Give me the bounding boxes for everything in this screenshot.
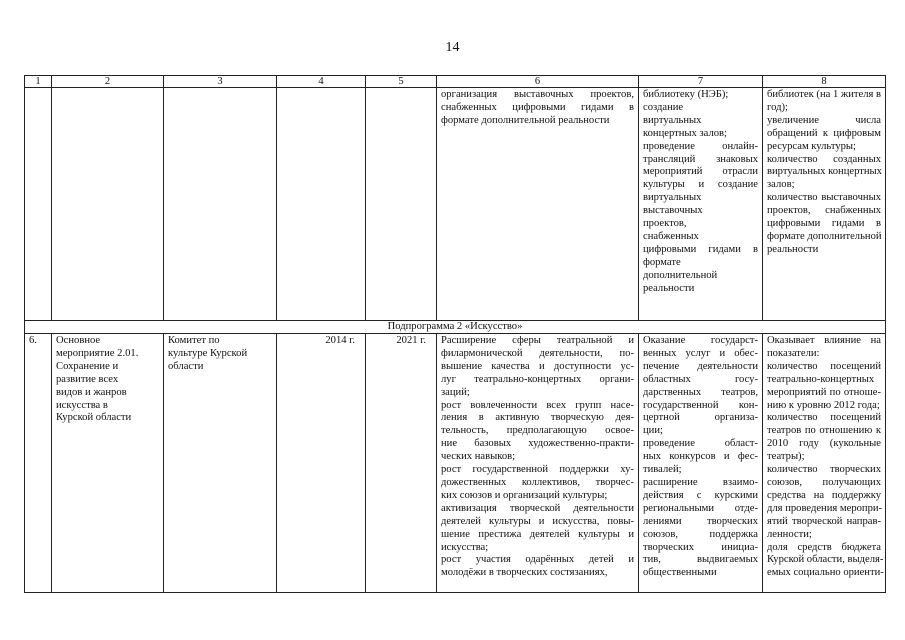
text-line: цифровыми гидами в [643,243,758,255]
indicators-cell [763,88,886,321]
text-line: ления в активную творческую дея- [441,412,634,424]
text-line: количество творческих [767,464,881,476]
text-line: Курской области [56,412,132,424]
text-line: области [168,360,204,372]
text-line: формате дополнительной [767,230,882,242]
cell [164,88,277,321]
end-year: 2021 г. [366,334,437,593]
text-line: ятий творческой направ- [767,515,881,527]
text-line: видов и жанров [56,386,127,398]
cell [52,88,164,321]
text-line: творческих инициа- [643,541,758,553]
text-line: проведение онлайн- [643,140,758,152]
measures-cell [639,88,763,321]
text-line: формате дополнительной реальности [441,114,610,126]
text-line: Сохранение и [56,360,119,372]
text-line: театры); [767,451,805,463]
text-line: цифровыми гидами в [767,218,881,230]
text-line: цертной организа- [643,412,758,424]
text-line: мероприятие 2.01. [56,347,139,359]
subprogram-title: Подпрограмма 2 «Искусство» [25,321,886,334]
subprogram-row [25,321,886,334]
text-line: искусства в [56,399,108,411]
text-line: печение деятельности [643,360,758,372]
text-line: молодёжи в творческих состязаниях, [441,567,608,579]
column-number-row [25,76,886,88]
text-line: Оказывает влияние на [767,335,881,346]
activities-cell [437,334,639,593]
text-line: рост участия одарённых детей и [441,554,634,566]
text-line: виртуальных концертных [767,166,882,178]
text-line: дарственных театров, [643,386,758,398]
text-line: проектов, снабженных [767,205,881,217]
text-line: снабженных [643,230,699,242]
cell [366,88,437,321]
column-number: 3 [164,76,277,88]
text-line: библиотек (на 1 жителя в [767,89,882,100]
text-line: союзов, получающих [767,476,881,488]
indicators-cell [763,334,886,593]
text-line: тивалей; [643,464,682,476]
text-line: показатели: [767,347,820,359]
column-number: 7 [639,76,763,88]
text-line: театрально-концертных [767,373,875,385]
text-line: увеличение числа [767,114,881,126]
text-line: снабженных цифровыми гидами в [441,101,634,113]
measures-cell [639,334,763,593]
text-line: Комитет по [168,335,220,346]
cell [25,88,52,321]
text-line: Расширение сферы театральной и [441,335,634,346]
text-line: развитие всех [56,373,119,385]
text-line: областных госу- [643,373,758,385]
text-line: тив, выдвигаемых [643,554,758,566]
event-name-cell [52,334,164,593]
text-line: обращений к цифровым [767,127,881,139]
text-line: тельность, предполагающую освое- [441,425,634,437]
text-line: региональными отде- [643,502,758,514]
text-line: мероприятий по отноше- [767,386,881,398]
column-number: 4 [277,76,366,88]
table-row [25,334,886,593]
text-line: емых социально ориенти- [767,567,884,579]
text-line: создание [643,101,684,113]
text-line: количество посещений [767,412,881,424]
column-number: 8 [763,76,886,88]
text-line: общественными [643,567,717,579]
text-line: библиотеку (НЭБ); [643,89,729,100]
text-line: виртуальных [643,192,702,204]
text-line: количество созданных [767,153,881,165]
activities-cell [437,88,639,321]
text-line: ресурсам культуры; [767,140,856,152]
text-line: дополнительной [643,269,718,281]
text-line: луг театрально-концертных органи- [441,373,634,385]
text-line: деятелей культуры и искусства, повы- [441,515,634,527]
text-line: 2010 году (кукольные [767,438,881,450]
column-number: 2 [52,76,164,88]
text-line: трансляций знаковых [643,153,758,165]
text-line: реальности [767,243,819,255]
text-line: ленности; [767,528,812,540]
text-line: ных конкурсов и фес- [643,451,758,463]
text-line: культуры и создание [643,179,758,191]
text-line: вышение качества и доступности ус- [441,360,634,372]
text-line: организация выставочных проектов, [441,89,634,100]
text-line: формате [643,256,681,268]
text-line: ческих навыков; [441,451,516,463]
text-line: концертных залов; [643,127,727,139]
text-line: виртуальных [643,114,702,126]
cell [277,88,366,321]
text-line: лениями творческих [643,515,758,527]
text-line: проведение област- [643,438,758,450]
text-line: расширение взаимо- [643,476,758,488]
executor-cell [164,334,277,593]
text-line: ких союзов и организаций культуры; [441,489,608,501]
text-line: количество выставочных [767,192,881,204]
text-line: средства на поддержку [767,489,881,501]
page-number: 14 [445,40,460,55]
text-line: проектов, [643,218,687,230]
start-year: 2014 г. [277,334,366,593]
text-line: доля средств бюджета [767,541,881,553]
text-line: Курской области, выделя- [767,554,884,566]
text-line: реальности [643,282,695,294]
text-line: мероприятий отрасли [643,166,758,178]
text-line: количество посещений [767,360,881,372]
column-number: 1 [25,76,52,88]
text-line: нию к уровню 2012 года; [767,399,880,411]
text-line: культуре Курской [168,347,248,359]
text-line: Оказание государст- [643,335,758,346]
text-line: ции; [643,425,663,437]
text-line: заций; [441,386,470,398]
continuation-row [25,88,886,321]
text-line: венных услуг и обес- [643,347,758,359]
text-line: искусства; [441,541,489,553]
column-number: 5 [366,76,437,88]
text-line: государственной кон- [643,399,758,411]
text-line: рост вовлеченности всех групп насе- [441,399,634,411]
text-line: театров по отношению к [767,425,881,437]
text-line: год); [767,101,788,113]
text-line: дожественных коллективов, творчес- [441,476,634,488]
row-number: 6. [25,334,52,593]
text-line: залов; [767,179,795,191]
text-line: рост государственной поддержки ху- [441,464,634,476]
text-line: для проведения меропри- [767,502,883,514]
text-line: активизация творческой деятельности [441,502,634,514]
text-line: филармонической деятельности, по- [441,347,634,359]
program-table [24,75,886,593]
column-number: 6 [437,76,639,88]
text-line: ние базовых художественно-практи- [441,438,634,450]
text-line: выставочных [643,205,703,217]
text-line: Основное [56,335,101,346]
text-line: союзов, поддержка [643,528,758,540]
text-line: действия с курскими [643,489,758,501]
text-line: шение престижа деятелей культуры и [441,528,634,540]
